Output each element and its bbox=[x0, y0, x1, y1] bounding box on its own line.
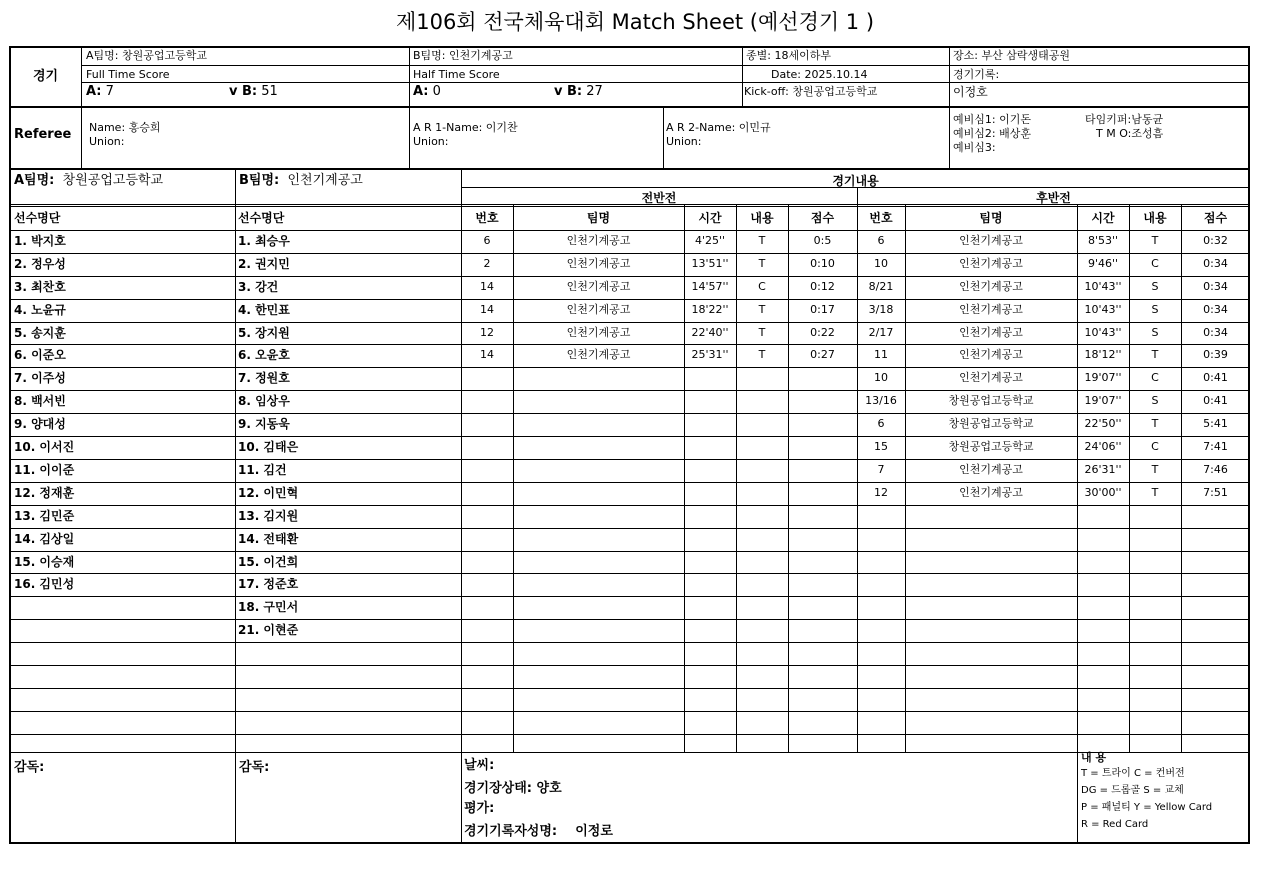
first-half-cell: C bbox=[758, 280, 766, 293]
player-a: 2. 정우성 bbox=[14, 257, 66, 271]
weather: 날씨: bbox=[464, 758, 495, 773]
recorder-sign-label: 경기기록자성명: bbox=[464, 824, 558, 839]
first-half-cell: 4'25'' bbox=[694, 234, 726, 247]
second-half-cell: 인천기계공고 bbox=[959, 486, 1023, 499]
score-b-label: v B: bbox=[229, 84, 258, 99]
player-b: 14. 전태환 bbox=[238, 532, 299, 546]
coach-b: 감독: bbox=[239, 760, 270, 775]
reserve-3: 예비심3: bbox=[953, 141, 996, 154]
second-half-cell: 인천기계공고 bbox=[959, 280, 1023, 293]
second-half-cell: 인천기계공고 bbox=[959, 326, 1023, 339]
second-half-cell: S bbox=[1151, 326, 1159, 339]
second-half-cell: T bbox=[1151, 486, 1159, 499]
second-half-cell: 0:34 bbox=[1203, 303, 1228, 316]
team-b-name: B팀명: 인천기계공고 bbox=[413, 49, 513, 62]
second-half-cell: 창원공업고등학교 bbox=[948, 394, 1034, 407]
player-a: 6. 이준오 bbox=[14, 348, 66, 362]
second-half-cell: 6 bbox=[877, 234, 885, 247]
second-half-cell: 창원공업고등학교 bbox=[948, 440, 1034, 453]
second-half-cell: 창원공업고등학교 bbox=[948, 417, 1034, 430]
half-a-label: A: bbox=[413, 84, 429, 99]
referee-union: Union: bbox=[89, 135, 125, 148]
first-half-cell: 0:17 bbox=[810, 303, 835, 316]
coach-a: 감독: bbox=[14, 760, 45, 775]
referee-row-label: Referee bbox=[14, 127, 72, 142]
player-b: 11. 김건 bbox=[238, 463, 287, 477]
row-line bbox=[11, 596, 1250, 597]
half-a: 0 bbox=[432, 84, 441, 99]
row-line bbox=[11, 711, 1250, 712]
first-half-cell: 인천기계공고 bbox=[566, 234, 631, 247]
first-half-cell: 12 bbox=[480, 326, 494, 339]
player-a: 4. 노윤규 bbox=[14, 303, 66, 317]
second-half-cell: 인천기계공고 bbox=[959, 463, 1023, 476]
second-half-cell: 13/16 bbox=[865, 394, 897, 407]
divider-line bbox=[235, 168, 236, 844]
evaluation: 평가: bbox=[464, 801, 495, 816]
first-half-title: 전반전 bbox=[641, 191, 677, 205]
player-header-a: 선수명단 bbox=[14, 211, 61, 225]
second-half-cell: 0:41 bbox=[1203, 394, 1228, 407]
player-b: 15. 이건희 bbox=[238, 555, 299, 569]
second-half-cell: S bbox=[1151, 394, 1159, 407]
first-half-cell: 인천기계공고 bbox=[566, 348, 631, 361]
reserve-1: 예비심1: 이기돈 bbox=[953, 113, 1031, 126]
second-half-cell: 7:46 bbox=[1203, 463, 1228, 476]
second-half-cell: T bbox=[1151, 463, 1159, 476]
second-half-cell: 19'07'' bbox=[1084, 394, 1122, 407]
first-half-cell: 0:10 bbox=[810, 257, 835, 270]
second-half-cell: T bbox=[1151, 348, 1159, 361]
first-half-col-3: 내용 bbox=[750, 211, 774, 225]
second-half-cell: 인천기계공고 bbox=[959, 348, 1023, 361]
player-a: 15. 이승재 bbox=[14, 555, 75, 569]
sheet-title: 제106회 전국체육대회 Match Sheet (예선경기 1 ) bbox=[395, 10, 875, 34]
match-date: Date: 2025.10.14 bbox=[771, 68, 868, 81]
full-time-label: Full Time Score bbox=[86, 68, 170, 81]
player-a: 10. 이서진 bbox=[14, 440, 75, 454]
second-half-cell: 12 bbox=[874, 486, 888, 499]
second-half-cell: 15 bbox=[874, 440, 888, 453]
player-a: 13. 김민준 bbox=[14, 509, 75, 523]
first-half-cell: T bbox=[758, 234, 766, 247]
row-line bbox=[11, 734, 1250, 735]
team-a-title: 창원공업고등학교 bbox=[62, 173, 164, 188]
second-half-title: 후반전 bbox=[1036, 191, 1071, 205]
player-a: 16. 김민성 bbox=[14, 577, 75, 591]
divider-line bbox=[1077, 752, 1078, 844]
ar2-union: Union: bbox=[666, 135, 702, 148]
ar2-name: A R 2-Name: 이민규 bbox=[666, 121, 771, 134]
timekeeper: 타임키퍼:남동균 bbox=[1085, 113, 1164, 126]
recorder-label: 경기기록: bbox=[953, 68, 1000, 81]
row-line bbox=[11, 642, 1250, 643]
player-b: 12. 이민혁 bbox=[238, 486, 299, 500]
score-a: 7 bbox=[105, 84, 114, 99]
divider-line bbox=[857, 187, 858, 752]
first-half-cell: 0:5 bbox=[813, 234, 832, 247]
first-half-col-2: 시간 bbox=[698, 211, 722, 225]
reserve-2: 예비심2: 배상훈 bbox=[953, 127, 1031, 140]
kickoff: Kick-off: 창원공업고등학교 bbox=[744, 85, 878, 98]
player-b: 21. 이현준 bbox=[238, 623, 299, 637]
first-half-cell: 22'40'' bbox=[691, 326, 729, 339]
player-a: 8. 백서빈 bbox=[14, 394, 66, 408]
second-half-cell: 0:34 bbox=[1203, 326, 1228, 339]
player-a: 14. 김상일 bbox=[14, 532, 75, 546]
second-half-cell: 인천기계공고 bbox=[959, 371, 1023, 384]
venue: 장소: 부산 삼락생태공원 bbox=[953, 49, 1070, 62]
second-half-cell: 인천기계공고 bbox=[959, 303, 1023, 316]
recorder-sign-value: 이정로 bbox=[575, 824, 613, 839]
second-half-cell: 26'31'' bbox=[1084, 463, 1122, 476]
team-b-title: 인천기계공고 bbox=[287, 173, 363, 188]
second-half-cell: T bbox=[1151, 417, 1159, 430]
second-half-cell: 6 bbox=[877, 417, 885, 430]
first-half-cell: 인천기계공고 bbox=[566, 303, 631, 316]
first-half-cell: 14 bbox=[480, 280, 494, 293]
ar1-union: Union: bbox=[413, 135, 449, 148]
second-half-cell: C bbox=[1151, 371, 1159, 384]
category: 종별: 18세이하부 bbox=[746, 49, 831, 62]
second-half-cell: 22'50'' bbox=[1084, 417, 1122, 430]
score-b: 51 bbox=[261, 84, 278, 99]
half-b-label: v B: bbox=[554, 84, 583, 99]
first-half-cell: 13'51'' bbox=[691, 257, 729, 270]
player-b: 9. 지동욱 bbox=[238, 417, 290, 431]
player-a: 3. 최찬호 bbox=[14, 280, 66, 294]
first-half-cell: T bbox=[758, 348, 766, 361]
first-half-cell: 2 bbox=[483, 257, 491, 270]
second-half-cell: C bbox=[1151, 440, 1159, 453]
first-half-cell: 6 bbox=[483, 234, 491, 247]
second-half-cell: 7:41 bbox=[1203, 440, 1228, 453]
second-half-col-1: 팀명 bbox=[979, 211, 1003, 225]
half-b: 27 bbox=[586, 84, 603, 99]
first-half-cell: T bbox=[758, 326, 766, 339]
ground-label: 경기장상태: bbox=[464, 781, 532, 796]
legend-line: P = 패널티 Y = Yellow Card bbox=[1081, 802, 1213, 813]
events-title: 경기내용 bbox=[832, 174, 879, 188]
player-b: 18. 구민서 bbox=[238, 600, 299, 614]
player-b: 3. 강건 bbox=[238, 280, 279, 294]
player-a: 5. 송지훈 bbox=[14, 326, 66, 340]
player-a: 9. 양대성 bbox=[14, 417, 66, 431]
player-b: 8. 임상우 bbox=[238, 394, 290, 408]
team-a-name: A팀명: 창원공업고등학교 bbox=[86, 49, 207, 62]
legend-line: R = Red Card bbox=[1081, 819, 1149, 830]
second-half-cell: 2/17 bbox=[868, 326, 894, 339]
second-half-cell: 19'07'' bbox=[1084, 371, 1122, 384]
second-half-cell: 인천기계공고 bbox=[959, 257, 1023, 270]
player-a: 1. 박지호 bbox=[14, 234, 66, 248]
second-half-cell: 10'43'' bbox=[1084, 326, 1122, 339]
first-half-cell: 인천기계공고 bbox=[566, 257, 631, 270]
second-half-cell: 10'43'' bbox=[1084, 280, 1122, 293]
player-b: 2. 권지민 bbox=[238, 257, 290, 271]
team-b-label: B팀명: bbox=[239, 173, 280, 188]
match-row-label: 경기 bbox=[33, 69, 59, 84]
second-half-cell: 7 bbox=[877, 463, 885, 476]
second-half-cell: 인천기계공고 bbox=[959, 234, 1023, 247]
player-b: 5. 장지원 bbox=[238, 326, 290, 340]
second-half-cell: 10 bbox=[874, 371, 888, 384]
player-b: 10. 김태은 bbox=[238, 440, 299, 454]
second-half-col-4: 점수 bbox=[1203, 211, 1228, 225]
second-half-cell: 8/21 bbox=[868, 280, 894, 293]
first-half-cell: 인천기계공고 bbox=[566, 280, 631, 293]
second-half-cell: T bbox=[1151, 234, 1159, 247]
referee-name: Name: 홍승희 bbox=[89, 121, 161, 134]
second-half-cell: 0:34 bbox=[1203, 280, 1228, 293]
legend-title: 내 용 bbox=[1081, 751, 1107, 764]
half-time-label: Half Time Score bbox=[413, 68, 500, 81]
first-half-cell: 14 bbox=[480, 348, 494, 361]
legend-line: DG = 드롭골 S = 교체 bbox=[1081, 785, 1184, 796]
first-half-cell: 14'57'' bbox=[691, 280, 729, 293]
first-half-cell: T bbox=[758, 257, 766, 270]
first-half-cell: 인천기계공고 bbox=[566, 326, 631, 339]
score-a-label: A: bbox=[86, 84, 102, 99]
second-half-cell: 3/18 bbox=[868, 303, 894, 316]
second-half-cell: 11 bbox=[874, 348, 888, 361]
first-half-col-4: 점수 bbox=[810, 211, 835, 225]
first-half-cell: T bbox=[758, 303, 766, 316]
player-b: 4. 한민표 bbox=[238, 303, 290, 317]
first-half-col-0: 번호 bbox=[475, 211, 499, 225]
second-half-cell: 0:41 bbox=[1203, 371, 1228, 384]
divider-line bbox=[461, 168, 462, 844]
second-half-cell: S bbox=[1151, 303, 1159, 316]
second-half-cell: 0:34 bbox=[1203, 257, 1228, 270]
player-a: 12. 정재훈 bbox=[14, 486, 75, 500]
second-half-cell: 5:41 bbox=[1203, 417, 1228, 430]
first-half-cell: 0:22 bbox=[810, 326, 835, 339]
tmo: T M O:조성흠 bbox=[1096, 127, 1164, 140]
row-line bbox=[11, 665, 1250, 666]
first-half-cell: 18'22'' bbox=[691, 303, 729, 316]
second-half-cell: 0:32 bbox=[1203, 234, 1228, 247]
recorder: 이정호 bbox=[953, 85, 988, 99]
player-header-b: 선수명단 bbox=[238, 211, 285, 225]
first-half-cell: 0:12 bbox=[810, 280, 835, 293]
second-half-col-2: 시간 bbox=[1091, 211, 1115, 225]
first-half-cell: 25'31'' bbox=[691, 348, 729, 361]
first-half-cell: 14 bbox=[480, 303, 494, 316]
second-half-cell: S bbox=[1151, 280, 1159, 293]
second-half-col-3: 내용 bbox=[1143, 211, 1167, 225]
second-half-cell: 30'00'' bbox=[1084, 486, 1122, 499]
player-b: 6. 오윤호 bbox=[238, 348, 290, 362]
player-a: 7. 이주성 bbox=[14, 371, 66, 385]
row-line bbox=[11, 688, 1250, 689]
first-half-col-1: 팀명 bbox=[586, 211, 611, 225]
second-half-cell: 9'46'' bbox=[1087, 257, 1119, 270]
second-half-cell: 7:51 bbox=[1203, 486, 1228, 499]
second-half-cell: 10 bbox=[874, 257, 888, 270]
second-half-col-0: 번호 bbox=[869, 211, 893, 225]
second-half-cell: 10'43'' bbox=[1084, 303, 1122, 316]
second-half-cell: C bbox=[1151, 257, 1159, 270]
second-half-cell: 0:39 bbox=[1203, 348, 1228, 361]
player-b: 7. 정원호 bbox=[238, 371, 290, 385]
legend-line: T = 트라이 C = 컨버전 bbox=[1081, 768, 1185, 779]
ground-value: 양호 bbox=[536, 781, 562, 796]
match-sheet bbox=[9, 46, 1250, 844]
ar1-name: A R 1-Name: 이기찬 bbox=[413, 121, 518, 134]
player-b: 1. 최승우 bbox=[238, 234, 290, 248]
row-line bbox=[11, 619, 1250, 620]
second-half-cell: 24'06'' bbox=[1084, 440, 1122, 453]
player-a: 11. 이이준 bbox=[14, 463, 75, 477]
first-half-cell: 0:27 bbox=[810, 348, 835, 361]
second-half-cell: 18'12'' bbox=[1084, 348, 1122, 361]
player-b: 13. 김지원 bbox=[238, 509, 299, 523]
team-a-label: A팀명: bbox=[14, 173, 55, 188]
player-b: 17. 정준호 bbox=[238, 577, 299, 591]
second-half-cell: 8'53'' bbox=[1087, 234, 1119, 247]
